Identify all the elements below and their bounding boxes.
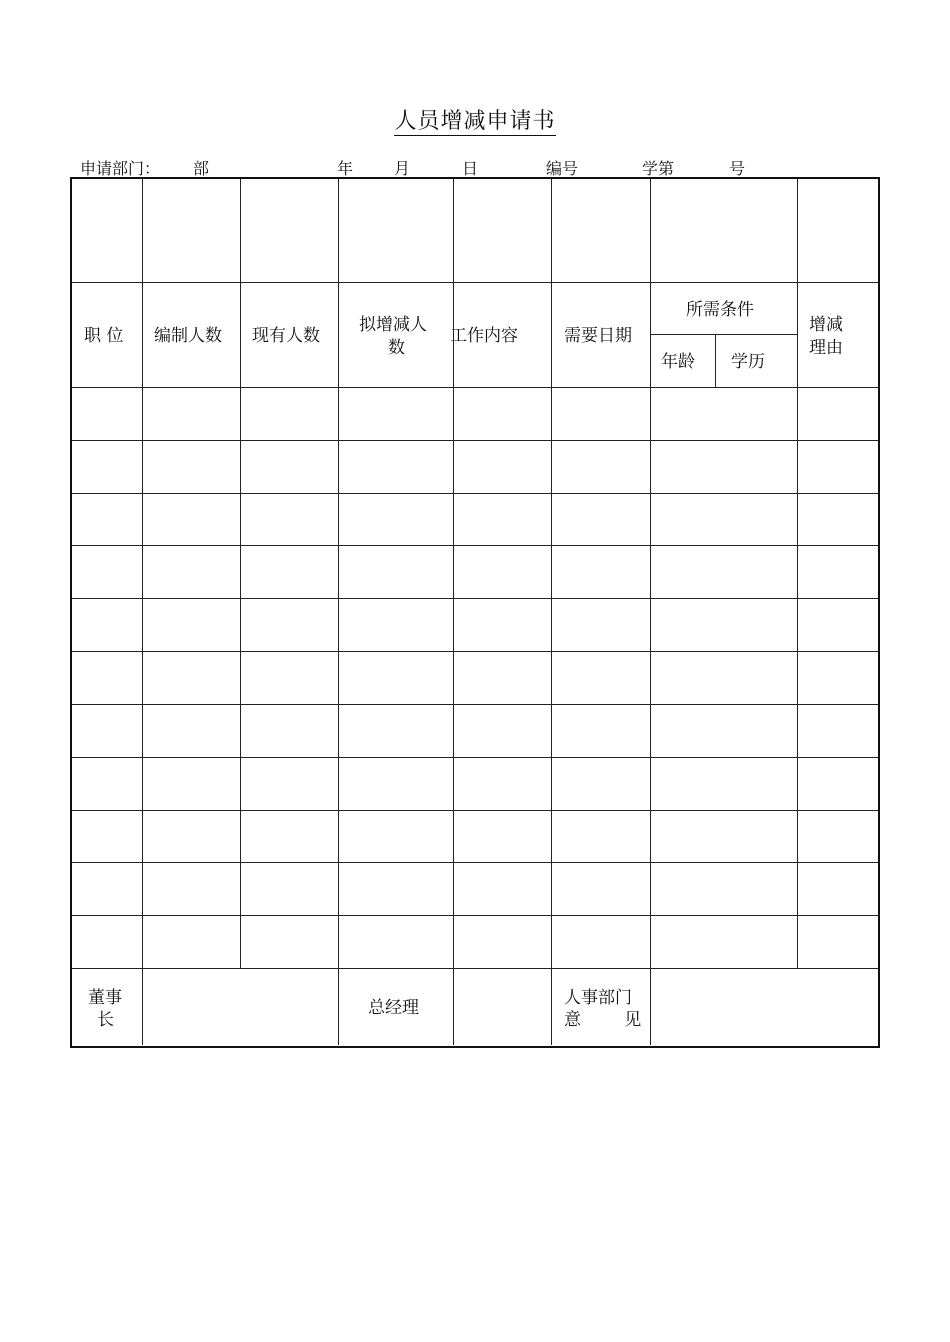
row-line: [72, 915, 878, 916]
column-line: [453, 179, 454, 968]
chairman-label-2: 长: [97, 1010, 114, 1030]
year-label: 年: [337, 159, 354, 178]
col-authorized: 编制人数: [154, 326, 222, 346]
footer-column-line: [142, 968, 143, 1045]
age-education-line: [715, 334, 716, 387]
row-line: [72, 545, 878, 546]
header-bottom-line: [72, 387, 878, 388]
row-line: [72, 598, 878, 599]
month-label: 月: [394, 159, 411, 178]
col-proposed: 拟增减人: [359, 315, 427, 335]
col-current: 现有人数: [252, 326, 320, 346]
col-age: 年龄: [661, 352, 695, 372]
hr-label: 人事部门: [564, 988, 632, 1008]
row-line: [72, 493, 878, 494]
row-line: [72, 651, 878, 652]
dept-suffix: 部: [193, 159, 210, 178]
col-proposed-2: 数: [388, 338, 405, 358]
col-requirements: 所需条件: [686, 300, 754, 320]
column-line: [142, 179, 143, 968]
row-line: [72, 862, 878, 863]
column-line: [551, 179, 552, 968]
dept-label: 申请部门：: [80, 159, 161, 178]
number-label: 编号: [546, 159, 579, 178]
col-needed-date: 需要日期: [564, 326, 632, 346]
form-title: 人员增减申请书: [394, 109, 556, 134]
day-label: 日: [462, 159, 479, 178]
column-line: [650, 179, 651, 968]
col-job-content: 工作内容: [450, 326, 518, 346]
footer-column-line: [453, 968, 454, 1045]
request-table: [70, 177, 880, 1048]
row-line: [72, 440, 878, 441]
hr-label-2: 意 见: [564, 1010, 642, 1030]
gm-label: 总经理: [368, 998, 419, 1018]
number-mid: 学第: [642, 159, 675, 178]
col-reason-2: 理由: [809, 338, 843, 358]
header-top-line: [72, 282, 878, 283]
col-position: 职 位: [84, 326, 124, 346]
column-line: [797, 179, 798, 968]
footer-column-line: [551, 968, 552, 1045]
column-line: [240, 179, 241, 968]
number-suffix: 号: [729, 159, 746, 178]
col-reason: 增减: [809, 315, 843, 335]
row-line: [72, 810, 878, 811]
footer-column-line: [650, 968, 651, 1045]
column-line: [338, 179, 339, 968]
footer-column-line: [338, 968, 339, 1045]
col-education: 学历: [731, 352, 765, 372]
chairman-label: 董事: [88, 988, 122, 1008]
row-line: [72, 757, 878, 758]
footer-top-line: [72, 968, 878, 969]
requirements-split-line: [650, 334, 797, 335]
row-line: [72, 704, 878, 705]
